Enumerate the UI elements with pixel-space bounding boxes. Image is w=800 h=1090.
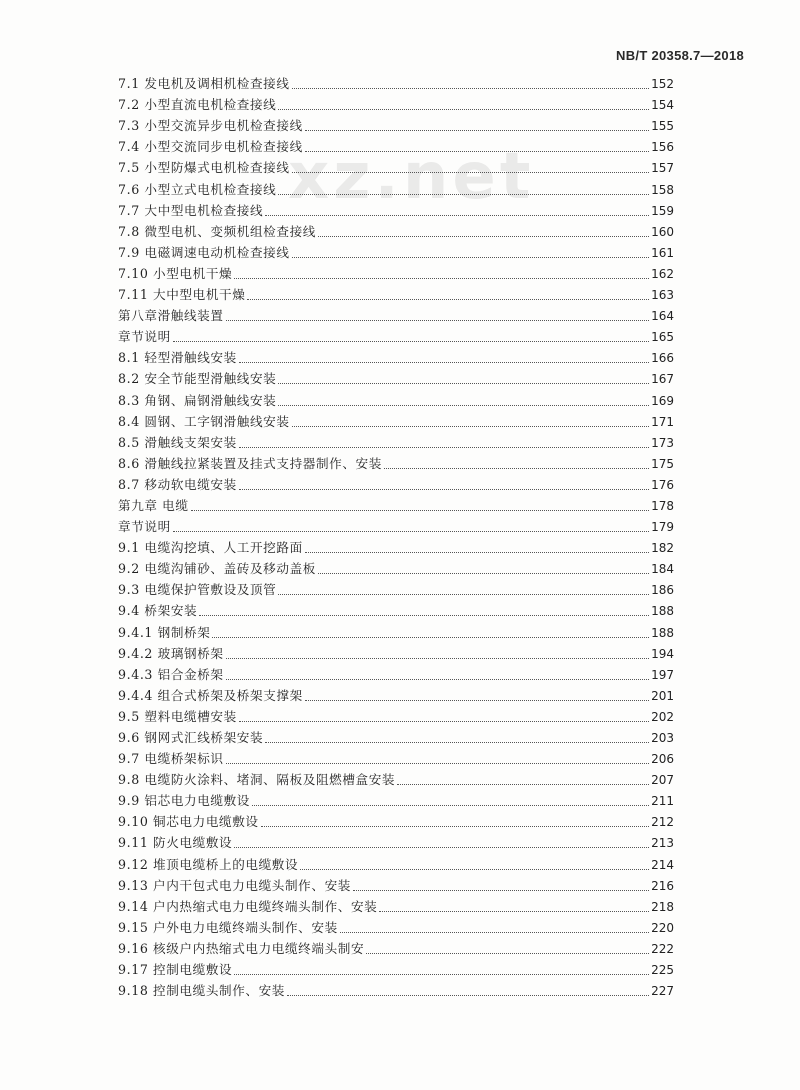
toc-entry[interactable] — [118, 958, 674, 979]
toc-entry-title: 8.6 滑触线拉紧装置及挂式支持器制作、安装 — [118, 455, 382, 471]
toc-entry-page-number: 169 — [651, 393, 674, 408]
toc-entry-page-number: 194 — [651, 646, 674, 661]
toc-entry-page-number: 222 — [651, 941, 674, 956]
toc-dot-leader — [239, 721, 649, 722]
toc-entry-title: 9.12 堆顶电缆桥上的电缆敷设 — [118, 856, 299, 872]
toc-entry[interactable] — [118, 789, 674, 810]
toc-entry-page-number: 216 — [651, 878, 674, 893]
toc-dot-leader — [318, 573, 649, 574]
toc-entry-page-number: 184 — [651, 562, 674, 577]
toc-entry[interactable] — [118, 199, 674, 220]
toc-dot-leader — [353, 890, 649, 891]
toc-entry[interactable] — [118, 768, 674, 789]
toc-dot-leader — [366, 953, 649, 954]
toc-dot-leader — [239, 447, 649, 448]
toc-entry[interactable] — [118, 684, 674, 705]
toc-entry-page-number: 212 — [651, 815, 674, 830]
toc-entry-title: 9.4.2 玻璃钢桥架 — [118, 645, 224, 661]
toc-entry-title: 8.3 角钢、扁钢滑触线安装 — [118, 392, 277, 408]
toc-entry-title: 9.1 电缆沟挖填、人工开挖路面 — [118, 540, 303, 556]
toc-dot-leader — [318, 236, 649, 237]
toc-entry-title: 7.3 小型交流异步电机检查接线 — [118, 118, 303, 134]
toc-entry-page-number: 202 — [651, 709, 674, 724]
toc-entry-page-number: 220 — [651, 920, 674, 935]
toc-entry-page-number: 157 — [651, 161, 674, 176]
toc-entry-page-number: 167 — [651, 372, 674, 387]
toc-dot-leader — [173, 341, 649, 342]
toc-dot-leader — [300, 869, 649, 870]
toc-entry-page-number: 176 — [651, 477, 674, 492]
toc-entry[interactable] — [118, 93, 674, 114]
toc-entry-page-number: 188 — [651, 625, 674, 640]
toc-entry[interactable] — [118, 515, 674, 536]
toc-dot-leader — [292, 426, 650, 427]
toc-dot-leader — [278, 194, 649, 195]
toc-entry-title: 9.9 铝芯电力电缆敷设 — [118, 793, 250, 809]
toc-entry-title: 9.13 户内干包式电力电缆头制作、安装 — [118, 877, 351, 893]
toc-entry[interactable] — [118, 283, 674, 304]
toc-entry[interactable] — [118, 852, 674, 873]
toc-entry-page-number: 197 — [651, 667, 674, 682]
toc-entry[interactable] — [118, 114, 674, 135]
toc-entry[interactable] — [118, 177, 674, 198]
toc-entry[interactable] — [118, 979, 674, 1000]
standard-code: NB/T 20358.7—2018 — [616, 48, 744, 63]
toc-entry[interactable] — [118, 536, 674, 557]
toc-entry-title: 第八章滑触线装置 — [118, 308, 224, 324]
toc-entry-title: 章节说明 — [118, 329, 171, 345]
toc-dot-leader — [292, 257, 650, 258]
toc-dot-leader — [191, 510, 650, 511]
toc-dot-leader — [173, 531, 649, 532]
toc-dot-leader — [247, 299, 649, 300]
toc-entry-page-number: 207 — [651, 773, 674, 788]
toc-entry-page-number: 161 — [651, 245, 674, 260]
toc-dot-leader — [305, 552, 649, 553]
toc-entry[interactable] — [118, 494, 674, 515]
toc-dot-leader — [252, 805, 649, 806]
toc-entry[interactable] — [118, 220, 674, 241]
toc-dot-leader — [265, 215, 649, 216]
toc-dot-leader — [226, 679, 649, 680]
toc-entry[interactable] — [118, 367, 674, 388]
toc-dot-leader — [287, 995, 649, 996]
toc-entry[interactable] — [118, 452, 674, 473]
toc-entry-title: 9.15 户外电力电缆终端头制作、安装 — [118, 919, 338, 935]
toc-entry-title: 8.7 移动软电缆安装 — [118, 476, 237, 492]
toc-entry-title: 8.5 滑触线支架安装 — [118, 434, 237, 450]
toc-dot-leader — [234, 974, 649, 975]
toc-entry[interactable] — [118, 557, 674, 578]
toc-entry-title: 章节说明 — [118, 519, 171, 535]
toc-dot-leader — [397, 784, 649, 785]
toc-entry-title: 7.10 小型电机干燥 — [118, 265, 233, 281]
toc-entry-title: 9.3 电缆保护管敷设及顶管 — [118, 582, 277, 598]
toc-entry-title: 7.5 小型防爆式电机检查接线 — [118, 160, 290, 176]
toc-entry-title: 7.1 发电机及调相机检查接线 — [118, 76, 290, 92]
toc-entry-title: 8.4 圆钢、工字钢滑触线安装 — [118, 413, 290, 429]
toc-dot-leader — [278, 109, 649, 110]
toc-dot-leader — [278, 405, 649, 406]
toc-entry[interactable] — [118, 346, 674, 367]
toc-dot-leader — [305, 700, 649, 701]
toc-entry-page-number: 201 — [651, 688, 674, 703]
toc-entry-page-number: 213 — [651, 836, 674, 851]
toc-entry-title: 9.4.3 铝合金桥架 — [118, 666, 224, 682]
toc-entry-page-number: 175 — [651, 456, 674, 471]
toc-entry[interactable] — [118, 156, 674, 177]
toc-entry[interactable] — [118, 578, 674, 599]
toc-entry-title: 7.4 小型交流同步电机检查接线 — [118, 139, 303, 155]
toc-dot-leader — [199, 615, 649, 616]
toc-entry-title: 9.6 钢网式汇线桥架安装 — [118, 730, 264, 745]
toc-entry[interactable] — [118, 241, 674, 262]
toc-entry-title: 9.17 控制电缆敷设 — [118, 962, 233, 978]
toc-entry-title: 9.4.1 钢制桥架 — [118, 624, 211, 640]
toc-entry-page-number: 156 — [651, 140, 674, 155]
toc-entry-title: 9.11 防火电缆敷设 — [118, 835, 233, 851]
toc-dot-leader — [292, 172, 650, 173]
toc-entry[interactable] — [118, 895, 674, 916]
toc-entry[interactable] — [118, 810, 674, 831]
toc-entry[interactable] — [118, 663, 674, 684]
toc-dot-leader — [379, 911, 649, 912]
toc-entry-page-number: 171 — [651, 414, 674, 429]
toc-dot-leader — [340, 932, 649, 933]
toc-entry[interactable] — [118, 325, 674, 346]
toc-entry[interactable] — [118, 262, 674, 283]
toc-dot-leader — [234, 847, 649, 848]
toc-dot-leader — [212, 637, 649, 638]
toc-dot-leader — [305, 151, 649, 152]
toc-entry-title: 7.6 小型立式电机检查接线 — [118, 181, 277, 197]
toc-entry-page-number: 178 — [651, 498, 674, 513]
toc-entry-page-number: 159 — [651, 203, 674, 218]
toc-entry[interactable] — [118, 388, 674, 409]
toc-dot-leader — [261, 826, 649, 827]
toc-entry-title: 7.8 微型电机、变频机组检查接线 — [118, 223, 316, 239]
toc-entry-title: 7.11 大中型电机干燥 — [118, 287, 246, 303]
toc-entry[interactable] — [118, 937, 674, 958]
toc-entry-page-number: 179 — [651, 520, 674, 535]
toc-dot-leader — [234, 278, 649, 279]
toc-entry-page-number: 155 — [651, 119, 674, 134]
toc-dot-leader — [278, 594, 649, 595]
toc-entry[interactable] — [118, 916, 674, 937]
toc-dot-leader — [239, 489, 649, 490]
toc-dot-leader — [292, 88, 650, 89]
toc-entry-page-number: 164 — [651, 309, 674, 324]
toc-entry-title: 8.2 安全节能型滑触线安装 — [118, 371, 277, 387]
toc-entry-page-number: 165 — [651, 330, 674, 345]
toc-entry-page-number: 154 — [651, 98, 674, 113]
toc-dot-leader — [226, 320, 650, 321]
toc-entry-title: 7.9 电磁调速电动机检查接线 — [118, 244, 290, 260]
toc-entry-page-number: 211 — [651, 794, 674, 809]
toc-entry-page-number: 160 — [651, 224, 674, 239]
toc-entry-page-number: 218 — [651, 899, 674, 914]
toc-entry[interactable] — [118, 726, 674, 747]
toc-entry[interactable] — [118, 410, 674, 431]
toc-entry[interactable] — [118, 874, 674, 895]
toc-entry-page-number: 173 — [651, 435, 674, 450]
toc-entry-title: 7.2 小型直流电机检查接线 — [118, 97, 277, 113]
toc-entry-title: 9.18 控制电缆头制作、安装 — [118, 983, 285, 999]
toc-entry[interactable] — [118, 135, 674, 156]
toc-dot-leader — [226, 763, 649, 764]
toc-entry-page-number: 166 — [651, 351, 674, 366]
toc-entry[interactable] — [118, 642, 674, 663]
toc-entry[interactable] — [118, 705, 674, 726]
toc-entry-page-number: 182 — [651, 541, 674, 556]
table-of-contents — [118, 72, 674, 1000]
toc-entry-page-number: 214 — [651, 857, 674, 872]
toc-entry[interactable] — [118, 304, 674, 325]
toc-dot-leader — [265, 742, 649, 743]
toc-entry-page-number: 227 — [651, 984, 674, 999]
toc-entry-page-number: 186 — [651, 583, 674, 598]
toc-entry[interactable] — [118, 747, 674, 768]
toc-entry[interactable] — [118, 599, 674, 620]
toc-dot-leader — [384, 468, 649, 469]
toc-entry-page-number: 152 — [651, 77, 674, 92]
toc-entry[interactable] — [118, 473, 674, 494]
toc-dot-leader — [239, 362, 649, 363]
toc-entry-title: 9.4.4 组合式桥架及桥架支撑架 — [118, 687, 303, 703]
toc-entry[interactable] — [118, 831, 674, 852]
toc-entry-page-number: 163 — [651, 288, 674, 303]
toc-entry-title: 第九章 电缆 — [118, 497, 189, 513]
toc-entry-title: 7.7 大中型电机检查接线 — [118, 202, 264, 218]
toc-entry-title: 9.8 电缆防火涂料、堵洞、隔板及阻燃槽盒安装 — [118, 772, 396, 788]
toc-entry-title: 9.7 电缆桥架标识 — [118, 751, 224, 767]
toc-entry-title: 9.2 电缆沟铺砂、盖砖及移动盖板 — [118, 561, 316, 577]
toc-entry-page-number: 158 — [651, 182, 674, 197]
toc-entry-page-number: 203 — [651, 731, 674, 745]
toc-entry-title: 9.5 塑料电缆槽安装 — [118, 708, 237, 724]
watermark: xz.net — [288, 140, 535, 214]
toc-dot-leader — [278, 383, 649, 384]
toc-entry-title: 9.4 桥架安装 — [118, 603, 198, 619]
toc-entry-title: 8.1 轻型滑触线安装 — [118, 350, 237, 366]
toc-dot-leader — [305, 130, 649, 131]
toc-entry[interactable] — [118, 431, 674, 452]
toc-entry-title: 9.10 铜芯电力电缆敷设 — [118, 814, 259, 830]
toc-entry[interactable] — [118, 72, 674, 93]
toc-entry-page-number: 188 — [651, 604, 674, 619]
toc-entry-page-number: 206 — [651, 752, 674, 767]
toc-dot-leader — [226, 658, 649, 659]
toc-entry-title: 9.16 核级户内热缩式电力电缆终端头制安 — [118, 940, 365, 956]
toc-entry-page-number: 225 — [651, 963, 674, 978]
toc-entry-title: 9.14 户内热缩式电力电缆终端头制作、安装 — [118, 898, 378, 914]
toc-entry-page-number: 162 — [651, 266, 674, 281]
toc-entry[interactable] — [118, 620, 674, 641]
